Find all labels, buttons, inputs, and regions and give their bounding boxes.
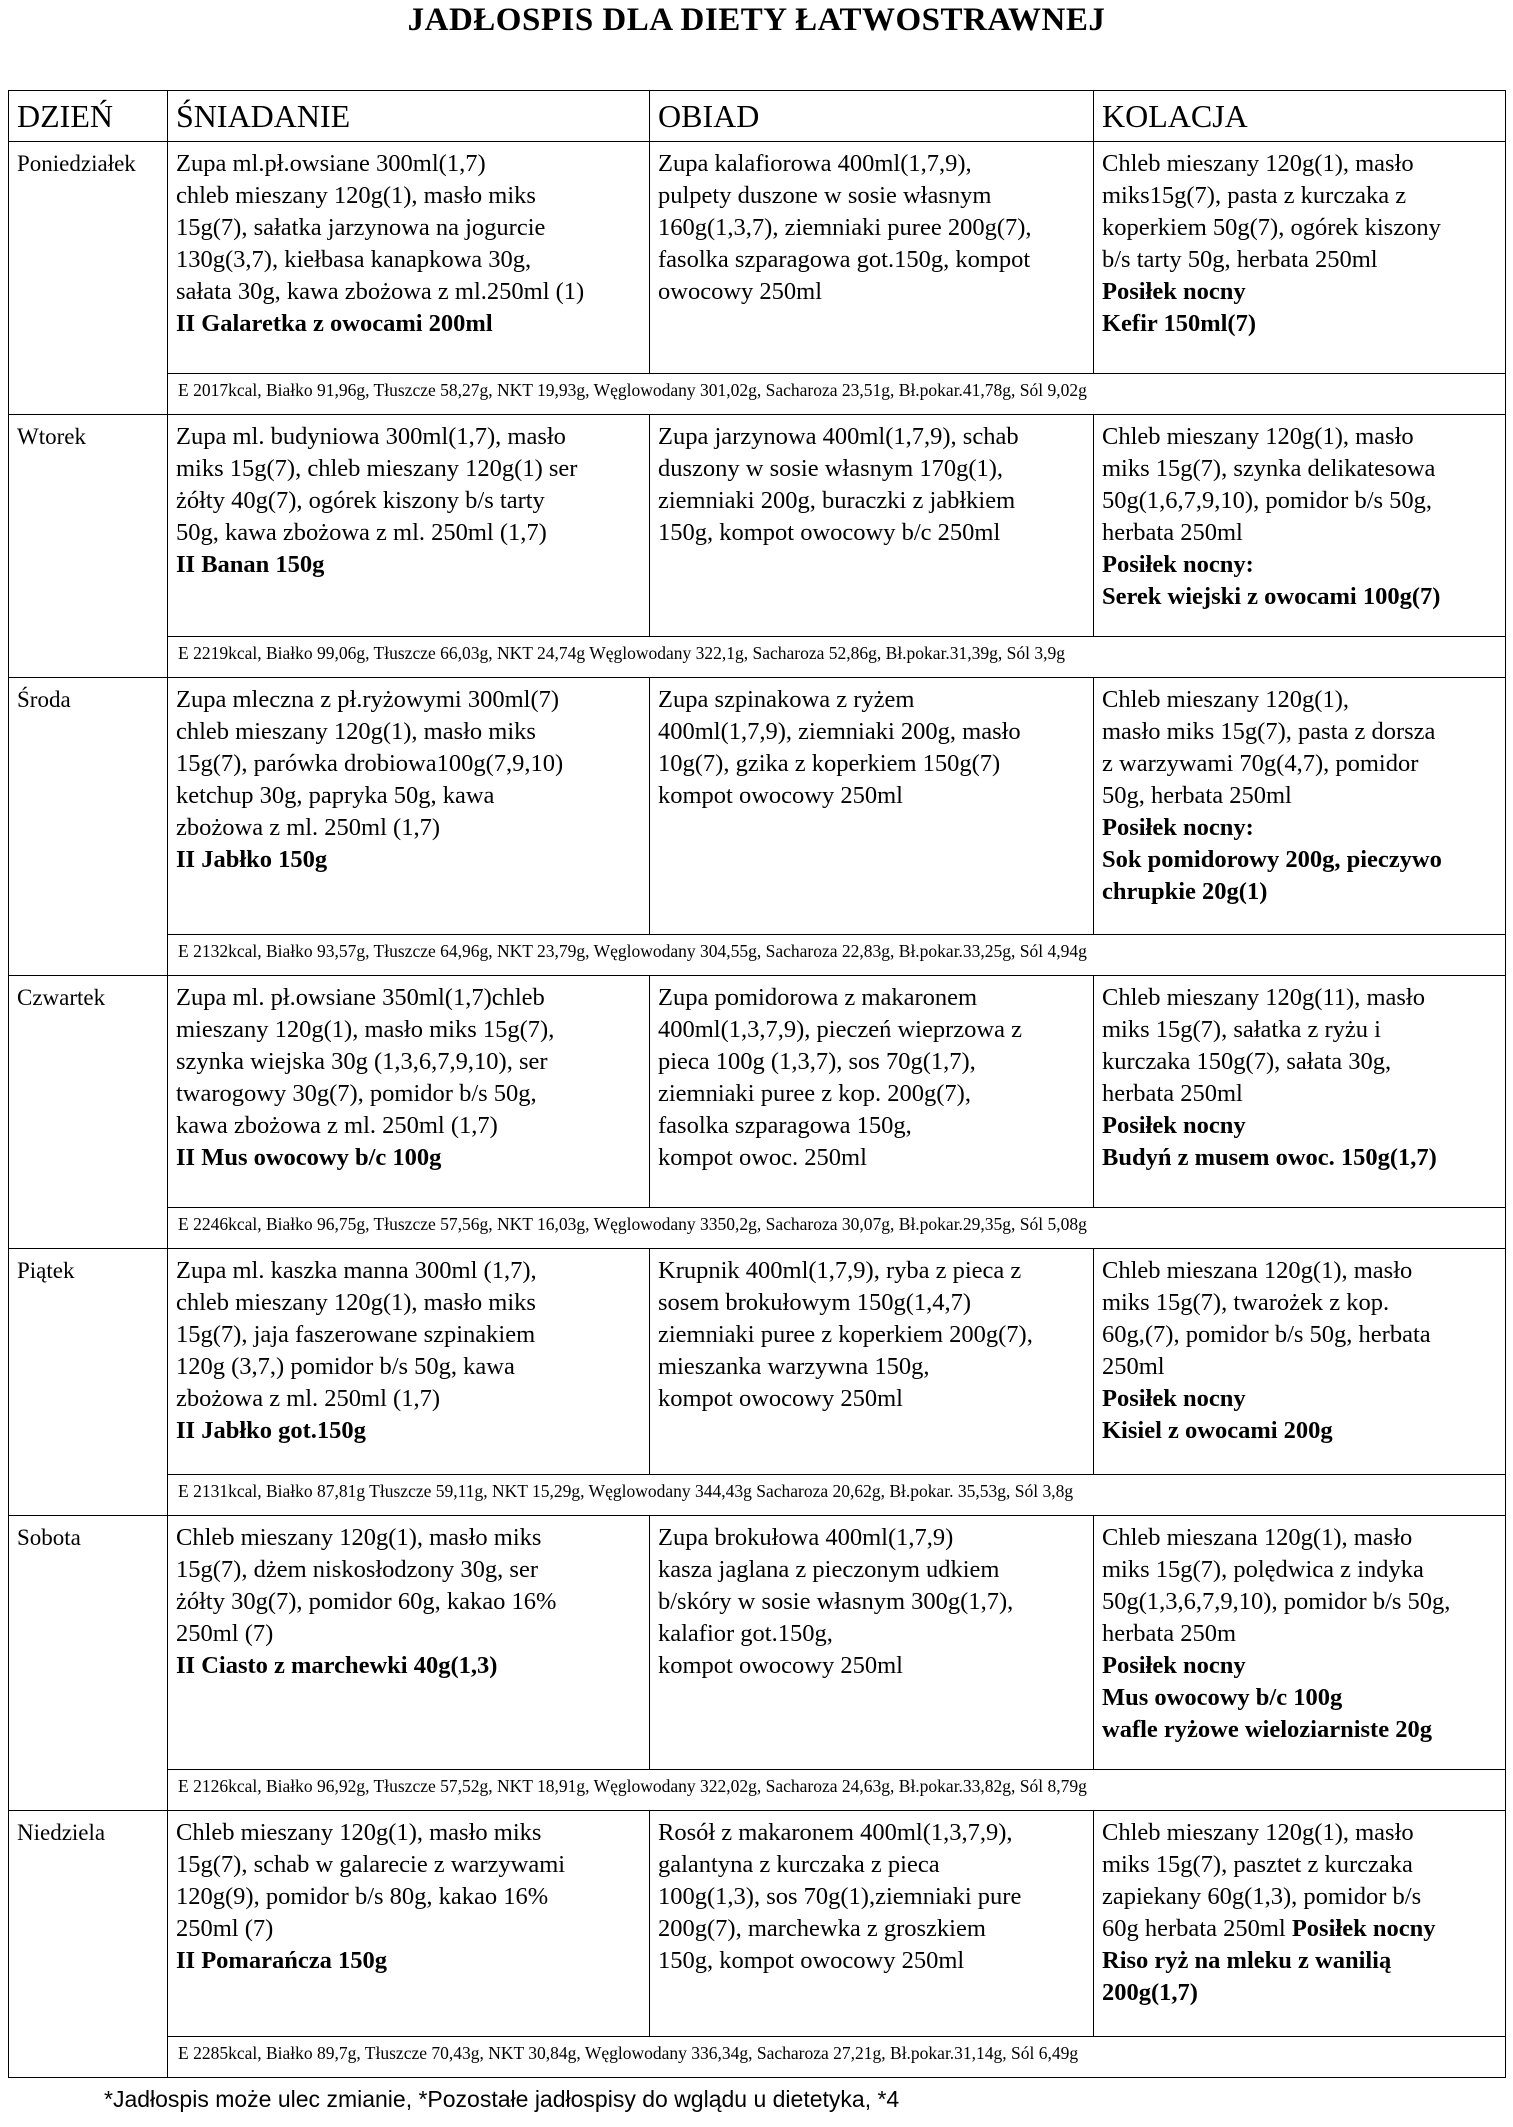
lunch-cell	[650, 142, 1094, 374]
night-meal-line: Kisiel z owocami 200g	[1102, 1417, 1333, 1444]
breakfast-cell	[168, 678, 650, 935]
breakfast-line: 15g(7), jaja faszerowane szpinakiem	[176, 1321, 536, 1348]
night-meal-line: Budyń z musem owoc. 150g(1,7)	[1102, 1144, 1437, 1171]
breakfast-line: ketchup 30g, papryka 50g, kawa	[176, 782, 495, 809]
supper-cell	[1094, 142, 1506, 374]
breakfast-second-meal: II Pomarańcza 150g	[176, 1947, 387, 1974]
day-row	[9, 1516, 1506, 1770]
day-row	[9, 1811, 1506, 2037]
supper-line: 50g(1,3,6,7,9,10), pomidor b/s 50g,	[1102, 1588, 1451, 1615]
supper-line: herbata 250ml	[1102, 519, 1243, 546]
lunch-line: Zupa jarzynowa 400ml(1,7,9), schab	[658, 423, 1019, 450]
night-meal-line: Riso ryż na mleku z wanilią	[1102, 1947, 1392, 1974]
night-meal-line: Serek wiejski z owocami 100g(7)	[1102, 583, 1441, 610]
lunch-line: fasolka szparagowa 150g,	[658, 1112, 912, 1139]
breakfast-line: szynka wiejska 30g (1,3,6,7,9,10), ser	[176, 1048, 548, 1075]
lunch-cell	[650, 678, 1094, 935]
breakfast-line: Zupa mleczna z pł.ryżowymi 300ml(7)	[176, 686, 560, 713]
night-meal-label: Posiłek nocny	[1291, 1915, 1436, 1942]
breakfast-line: 50g, kawa zbożowa z ml. 250ml (1,7)	[176, 519, 547, 546]
breakfast-line: chleb mieszany 120g(1), masło miks	[176, 718, 536, 745]
breakfast-line: 130g(3,7), kiełbasa kanapkowa 30g,	[176, 246, 532, 273]
lunch-line: ziemniaki puree z koperkiem 200g(7),	[658, 1321, 1033, 1348]
night-meal-line: Posiłek nocny	[1102, 278, 1246, 305]
lunch-line: 150g, kompot owocowy b/c 250ml	[658, 519, 1001, 546]
breakfast-line: mieszany 120g(1), masło miks 15g(7),	[176, 1016, 555, 1043]
lunch-line: kompot owocowy 250ml	[658, 782, 903, 809]
breakfast-line: żółty 30g(7), pomidor 60g, kakao 16%	[176, 1588, 557, 1615]
lunch-cell	[650, 415, 1094, 637]
breakfast-cell	[168, 976, 650, 1208]
lunch-line: Zupa kalafiorowa 400ml(1,7,9),	[658, 150, 972, 177]
day-name: Środa	[9, 678, 168, 976]
lunch-line: pulpety duszone w sosie własnym	[658, 182, 992, 209]
breakfast-line: 15g(7), dżem niskosłodzony 30g, ser	[176, 1556, 538, 1583]
supper-line: Chleb mieszany 120g(1), masło	[1102, 423, 1414, 450]
breakfast-line: miks 15g(7), chleb mieszany 120g(1) ser	[176, 455, 578, 482]
lunch-line: 400ml(1,3,7,9), pieczeń wieprzowa z	[658, 1016, 1022, 1043]
lunch-line: 10g(7), gzika z koperkiem 150g(7)	[658, 750, 1001, 777]
lunch-cell	[650, 976, 1094, 1208]
lunch-line: 150g, kompot owocowy 250ml	[658, 1947, 965, 1974]
supper-line: Chleb mieszany 120g(1), masło	[1102, 150, 1414, 177]
lunch-line: sosem brokułowym 150g(1,4,7)	[658, 1289, 972, 1316]
breakfast-line: 120g (3,7,) pomidor b/s 50g, kawa	[176, 1353, 515, 1380]
breakfast-cell	[168, 1516, 650, 1770]
supper-line: miks 15g(7), sałatka z ryżu i	[1102, 1016, 1381, 1043]
nutrition-summary: E 2132kcal, Białko 93,57g, Tłuszcze 64,96g, NKT 23,79g, Węglowodany 304,55g, Sacharoza 22,83g, Bł.pokar.33,25g, Sól 4,94g	[168, 935, 1506, 976]
breakfast-line: kawa zbożowa z ml. 250ml (1,7)	[176, 1112, 498, 1139]
breakfast-line: 15g(7), schab w galarecie z warzywami	[176, 1851, 566, 1878]
day-name: Niedziela	[9, 1811, 168, 2078]
footer-note: *Jadłospis może ulec zmianie, *Pozostałe jadłospisy do wglądu u dietetyka, *4	[104, 2086, 900, 2112]
page-title: JADŁOSPIS DLA DIETY ŁATWOSTRAWNEJ	[407, 2, 1106, 38]
night-meal-line: 200g(1,7)	[1102, 1979, 1198, 2006]
supper-cell	[1094, 415, 1506, 637]
day-name: Piątek	[9, 1249, 168, 1516]
day-row	[9, 415, 1506, 637]
nutrition-summary: E 2285kcal, Białko 89,7g, Tłuszcze 70,43g, NKT 30,84g, Węglowodany 336,34g, Sacharoza 27,21g, Bł.pokar.31,14g, Sól 6,49g	[168, 2037, 1506, 2078]
summary-row	[9, 1208, 1506, 1249]
lunch-line: Rosół z makaronem 400ml(1,3,7,9),	[658, 1819, 1013, 1846]
summary-row	[9, 637, 1506, 678]
breakfast-line: Zupa ml. kaszka manna 300ml (1,7),	[176, 1257, 537, 1284]
lunch-line: pieca 100g (1,3,7), sos 70g(1,7),	[658, 1048, 976, 1075]
breakfast-cell	[168, 415, 650, 637]
lunch-line: kalafior got.150g,	[658, 1620, 833, 1647]
menu-body	[9, 142, 1506, 2078]
breakfast-line: twarogowy 30g(7), pomidor b/s 50g,	[176, 1080, 537, 1107]
supper-cell	[1094, 976, 1506, 1208]
lunch-line: galantyna z kurczaka z pieca	[658, 1851, 940, 1878]
breakfast-second-meal: II Ciasto z marchewki 40g(1,3)	[176, 1652, 498, 1679]
menu-table	[8, 90, 1506, 2078]
supper-line-mixed	[1102, 1913, 1497, 1945]
summary-row	[9, 2037, 1506, 2078]
breakfast-line: zbożowa z ml. 250ml (1,7)	[176, 814, 440, 841]
supper-line: herbata 250ml	[1102, 1080, 1243, 1107]
day-row	[9, 142, 1506, 374]
lunch-cell	[650, 1516, 1094, 1770]
breakfast-line: żółty 40g(7), ogórek kiszony b/s tarty	[176, 487, 545, 514]
supper-line: zapiekany 60g(1,3), pomidor b/s	[1102, 1883, 1422, 1910]
supper-cell	[1094, 678, 1506, 935]
nutrition-summary: E 2246kcal, Białko 96,75g, Tłuszcze 57,56g, NKT 16,03g, Węglowodany 3350,2g, Sacharoza 30,07g, Bł.pokar.29,35g, Sól 5,08g	[168, 1208, 1506, 1249]
breakfast-cell	[168, 1249, 650, 1475]
breakfast-line: Zupa ml. pł.owsiane 350ml(1,7)chleb	[176, 984, 545, 1011]
breakfast-line: Zupa ml. budyniowa 300ml(1,7), masło	[176, 423, 566, 450]
breakfast-second-meal: II Jabłko got.150g	[176, 1417, 366, 1444]
supper-line: Chleb mieszany 120g(1), masło	[1102, 1819, 1414, 1846]
day-row	[9, 678, 1506, 935]
lunch-line: kompot owocowy 250ml	[658, 1652, 903, 1679]
supper-line: 50g(1,6,7,9,10), pomidor b/s 50g,	[1102, 487, 1433, 514]
night-meal-line: Posiłek nocny:	[1102, 814, 1254, 841]
night-meal-line: Posiłek nocny:	[1102, 551, 1254, 578]
supper-cell	[1094, 1516, 1506, 1770]
breakfast-line: chleb mieszany 120g(1), masło miks	[176, 182, 536, 209]
night-meal-line: Posiłek nocny	[1102, 1652, 1246, 1679]
lunch-line: kompot owoc. 250ml	[658, 1144, 867, 1171]
summary-row	[9, 1770, 1506, 1811]
supper-line: Chleb mieszana 120g(1), masło	[1102, 1524, 1413, 1551]
lunch-line: fasolka szparagowa got.150g, kompot	[658, 246, 1031, 273]
summary-row	[9, 935, 1506, 976]
summary-row	[9, 1475, 1506, 1516]
supper-line: Chleb mieszany 120g(11), masło	[1102, 984, 1425, 1011]
night-meal-line: chrupkie 20g(1)	[1102, 878, 1268, 905]
day-row	[9, 1249, 1506, 1475]
supper-line: miks 15g(7), pasztet z kurczaka	[1102, 1851, 1413, 1878]
breakfast-line: sałata 30g, kawa zbożowa z ml.250ml (1)	[176, 278, 585, 305]
lunch-line: b/skóry w sosie własnym 300g(1,7),	[658, 1588, 1014, 1615]
supper-line: 250ml	[1102, 1353, 1165, 1380]
nutrition-summary: E 2219kcal, Białko 99,06g, Tłuszcze 66,03g, NKT 24,74g Węglowodany 322,1g, Sacharoza 52,86g, Bł.pokar.31,39g, Sól 3,9g	[168, 637, 1506, 678]
supper-cell	[1094, 1811, 1506, 2037]
supper-line: miks 15g(7), twarożek z kop.	[1102, 1289, 1390, 1316]
breakfast-line: chleb mieszany 120g(1), masło miks	[176, 1289, 536, 1316]
supper-line: 60g herbata 250ml	[1102, 1915, 1292, 1942]
nutrition-summary: E 2131kcal, Białko 87,81g Tłuszcze 59,11g, NKT 15,29g, Węglowodany 344,43g Sacharoza 20,62g, Bł.pokar. 35,53g, Sól 3,8g	[168, 1475, 1506, 1516]
supper-line: miks15g(7), pasta z kurczaka z	[1102, 182, 1407, 209]
header-lunch: OBIAD	[650, 91, 1094, 142]
supper-line: masło miks 15g(7), pasta z dorsza	[1102, 718, 1436, 745]
breakfast-line: Chleb mieszany 120g(1), masło miks	[176, 1524, 542, 1551]
supper-line: Chleb mieszana 120g(1), masło	[1102, 1257, 1413, 1284]
breakfast-line: 120g(9), pomidor b/s 80g, kakao 16%	[176, 1883, 549, 1910]
lunch-line: owocowy 250ml	[658, 278, 822, 305]
night-meal-line: Posiłek nocny	[1102, 1112, 1246, 1139]
header-row	[9, 91, 1506, 142]
breakfast-line: 250ml (7)	[176, 1915, 274, 1942]
lunch-line: ziemniaki 200g, buraczki z jabłkiem	[658, 487, 1016, 514]
lunch-line: ziemniaki puree z kop. 200g(7),	[658, 1080, 971, 1107]
supper-cell	[1094, 1249, 1506, 1475]
breakfast-line: 15g(7), parówka drobiowa100g(7,9,10)	[176, 750, 564, 777]
breakfast-line: Zupa ml.pł.owsiane 300ml(1,7)	[176, 150, 486, 177]
lunch-line: 100g(1,3), sos 70g(1),ziemniaki pure	[658, 1883, 1022, 1910]
lunch-line: 400ml(1,7,9), ziemniaki 200g, masło	[658, 718, 1021, 745]
night-meal-line: Mus owocowy b/c 100g	[1102, 1684, 1343, 1711]
breakfast-line: 15g(7), sałatka jarzynowa na jogurcie	[176, 214, 546, 241]
lunch-line: 160g(1,3,7), ziemniaki puree 200g(7),	[658, 214, 1032, 241]
lunch-cell	[650, 1249, 1094, 1475]
nutrition-summary: E 2126kcal, Białko 96,92g, Tłuszcze 57,52g, NKT 18,91g, Węglowodany 322,02g, Sacharoza 24,63g, Bł.pokar.33,82g, Sól 8,79g	[168, 1770, 1506, 1811]
summary-row	[9, 374, 1506, 415]
supper-line: 50g, herbata 250ml	[1102, 782, 1292, 809]
night-meal-line: Posiłek nocny	[1102, 1385, 1246, 1412]
day-name: Poniedziałek	[9, 142, 168, 415]
breakfast-cell	[168, 1811, 650, 2037]
day-name: Wtorek	[9, 415, 168, 678]
breakfast-second-meal: II Banan 150g	[176, 551, 325, 578]
header-day: DZIEŃ	[9, 91, 168, 142]
lunch-line: mieszanka warzywna 150g,	[658, 1353, 930, 1380]
breakfast-line: Chleb mieszany 120g(1), masło miks	[176, 1819, 542, 1846]
night-meal-line: Sok pomidorowy 200g, pieczywo	[1102, 846, 1442, 873]
header-supper: KOLACJA	[1094, 91, 1506, 142]
supper-line: miks 15g(7), polędwica z indyka	[1102, 1556, 1424, 1583]
header-breakfast: ŚNIADANIE	[168, 91, 650, 142]
breakfast-line: 250ml (7)	[176, 1620, 274, 1647]
lunch-line: Zupa pomidorowa z makaronem	[658, 984, 978, 1011]
supper-line: 60g,(7), pomidor b/s 50g, herbata	[1102, 1321, 1431, 1348]
nutrition-summary: E 2017kcal, Białko 91,96g, Tłuszcze 58,27g, NKT 19,93g, Węglowodany 301,02g, Sacharoza 23,51g, Bł.pokar.41,78g, Sól 9,02g	[168, 374, 1506, 415]
lunch-line: Zupa brokułowa 400ml(1,7,9)	[658, 1524, 954, 1551]
lunch-line: Krupnik 400ml(1,7,9), ryba z pieca z	[658, 1257, 1022, 1284]
night-meal-line: Kefir 150ml(7)	[1102, 310, 1256, 337]
supper-line: z warzywami 70g(4,7), pomidor	[1102, 750, 1419, 777]
breakfast-second-meal: II Galaretka z owocami 200ml	[176, 310, 493, 337]
supper-line: b/s tarty 50g, herbata 250ml	[1102, 246, 1378, 273]
supper-line: koperkiem 50g(7), ogórek kiszony	[1102, 214, 1441, 241]
breakfast-line: zbożowa z ml. 250ml (1,7)	[176, 1385, 440, 1412]
day-name: Sobota	[9, 1516, 168, 1811]
supper-line: miks 15g(7), szynka delikatesowa	[1102, 455, 1436, 482]
breakfast-cell	[168, 142, 650, 374]
lunch-line: 200g(7), marchewka z groszkiem	[658, 1915, 986, 1942]
lunch-line: kasza jaglana z pieczonym udkiem	[658, 1556, 1000, 1583]
lunch-cell	[650, 1811, 1094, 2037]
supper-line: herbata 250m	[1102, 1620, 1237, 1647]
lunch-line: duszony w sosie własnym 170g(1),	[658, 455, 1004, 482]
breakfast-second-meal: II Mus owocowy b/c 100g	[176, 1144, 442, 1171]
lunch-line: kompot owocowy 250ml	[658, 1385, 903, 1412]
supper-line: Chleb mieszany 120g(1),	[1102, 686, 1349, 713]
night-meal-line: wafle ryżowe wieloziarniste 20g	[1102, 1716, 1432, 1743]
lunch-line: Zupa szpinakowa z ryżem	[658, 686, 915, 713]
day-name: Czwartek	[9, 976, 168, 1249]
breakfast-second-meal: II Jabłko 150g	[176, 846, 328, 873]
day-row	[9, 976, 1506, 1208]
supper-line: kurczaka 150g(7), sałata 30g,	[1102, 1048, 1392, 1075]
